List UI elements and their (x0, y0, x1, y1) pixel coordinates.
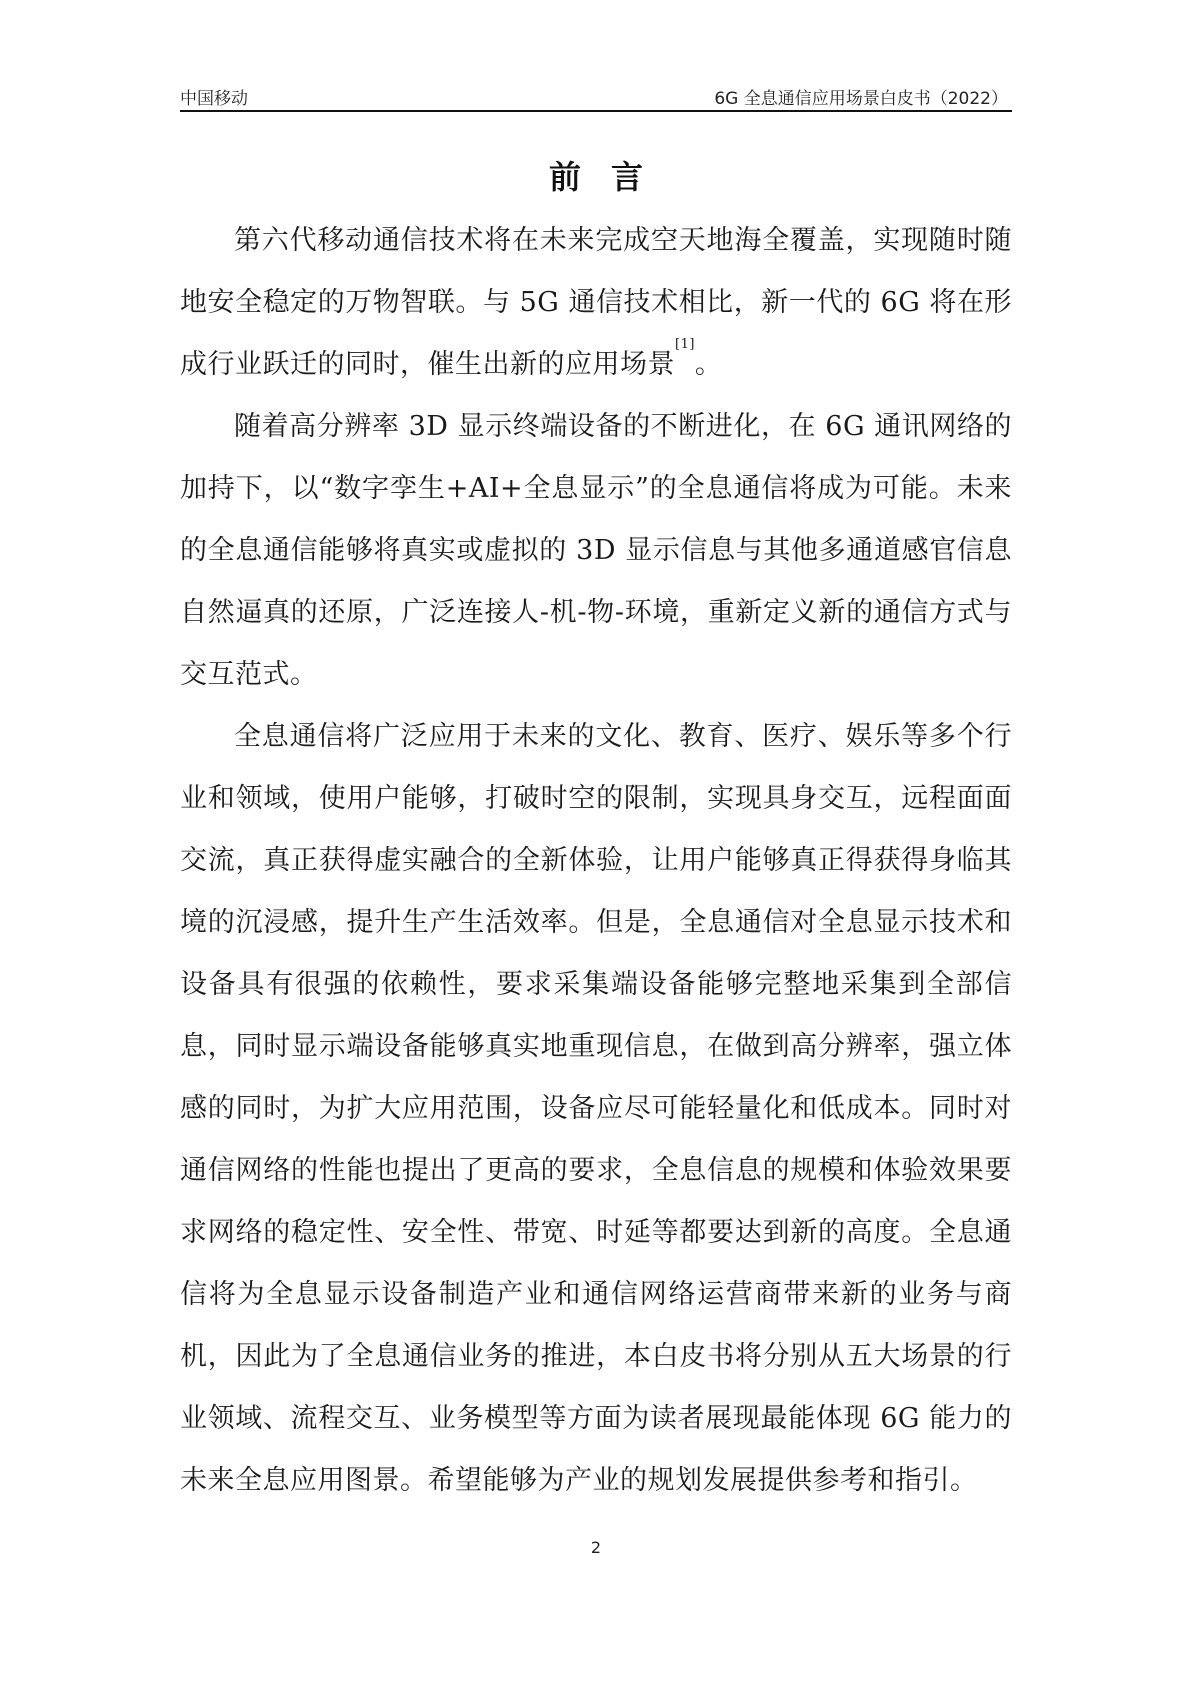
header-divider (180, 110, 1012, 112)
page-header (180, 84, 1012, 110)
citation-1: [1] (675, 337, 695, 352)
header-org-name: 中国移动 (180, 89, 248, 109)
paragraph-1-text: 第六代移动通信技术将在未来完成空天地海全覆盖，实现随时随地安全稳定的万物智联。与 5G 通信技术相比，新一代的 6G 将在形成行业跃迁的同时，催生出新的应用场景 (180, 225, 1012, 380)
paragraph-3: 全息通信将广泛应用于未来的文化、教育、医疗、娱乐等多个行业和领域，使用户能够，打破时空的限制，实现具身交互，远程面面交流，真正获得虚实融合的全新体验，让用户能够真正得获得身临其境的沉浸感，提升生产生活效率。但是，全息通信对全息显示技术和设备具有很强的依赖性，要求采集端设备能够完整地采集到全部信息，同时显示端设备能够真实地重现信息，在做到高分辨率，强立体感的同时，为扩大应用范围，设备应尽可能轻量化和低成本。同时对通信网络的性能也提出了更高的要求，全息信息的规模和体验效果要求网络的稳定性、安全性、带宽、时延等都要达到新的高度。全息通信将为全息显示设备制造产业和通信网络运营商带来新的业务与商机，因此为了全息通信业务的推进，本白皮书将分别从五大场景的行业领域、流程交互、业务模型等方面为读者展现最能体现 6G 能力的未来全息应用图景。希望能够为产业的规划发展提供参考和指引。 (180, 721, 1012, 1496)
page-title: 前言 (548, 158, 673, 196)
page-number: 2 (590, 1538, 602, 1557)
header-document-title: 6G 全息通信应用场景白皮书（2022） (714, 89, 1008, 109)
paragraph-1 (180, 210, 1012, 396)
body-text (180, 210, 1012, 1512)
paragraph-2: 随着高分辨率 3D 显示终端设备的不断进化，在 6G 通讯网络的加持下，以“数字孪生+AI+全息显示”的全息通信将成为可能。未来的全息通信能够将真实或虚拟的 3D 显示信息与其他多通道感官信息自然逼真的还原，广泛连接人-机-物-环境，重新定义新的通信方式与交互范式。 (180, 411, 1012, 690)
paragraph-1-tail: 。 (694, 349, 723, 380)
